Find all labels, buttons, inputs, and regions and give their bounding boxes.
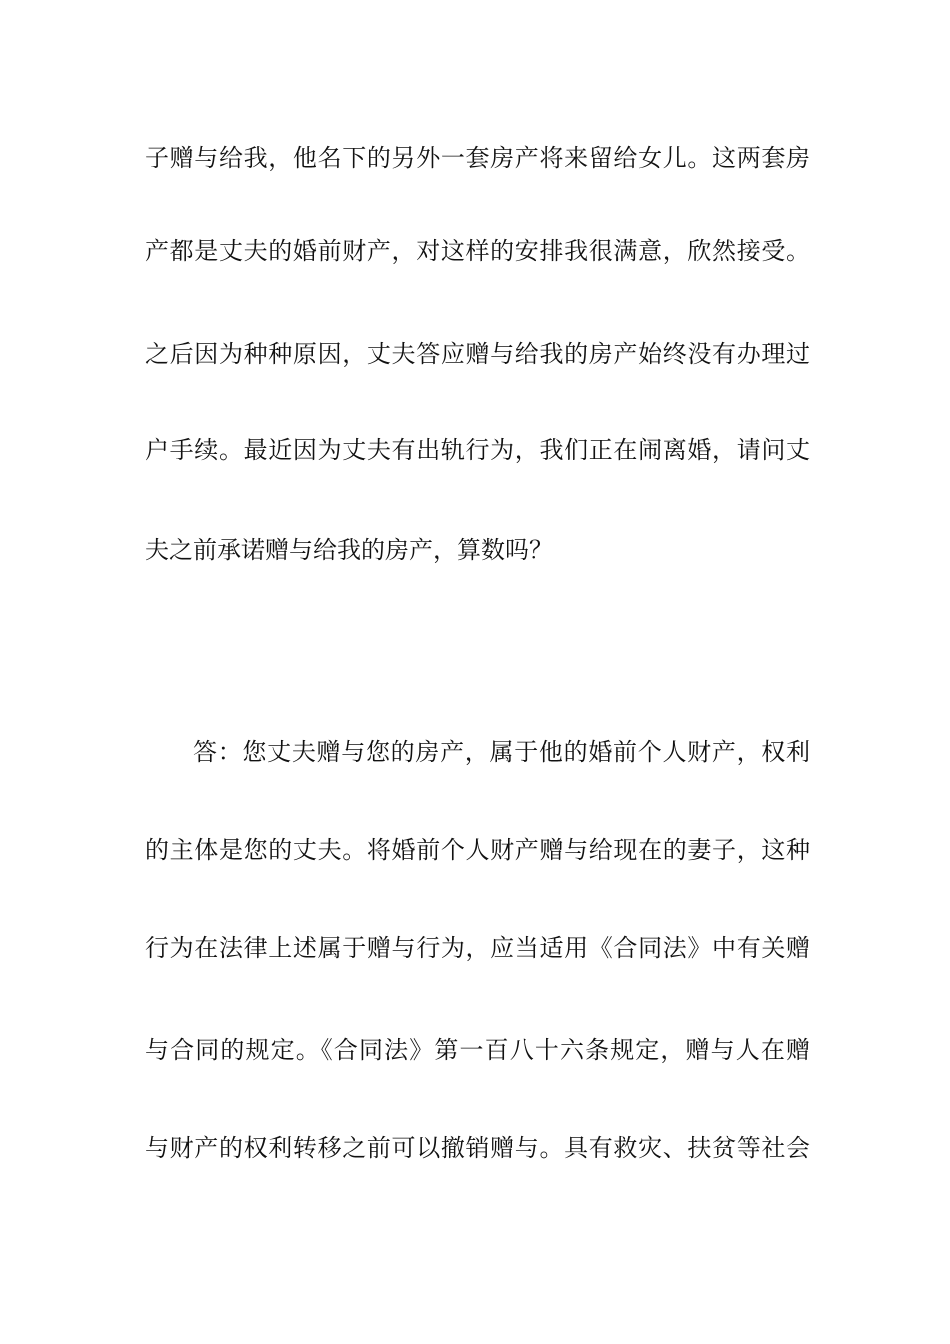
question-line-1: 子赠与给我，他名下的另外一套房产将来留给女儿。这两套房 [145,144,810,172]
answer-line-2: 的主体是您的丈夫。将婚前个人财产赠与给现在的妻子，这种 [145,836,810,864]
question-line-3: 之后因为种种原因，丈夫答应赠与给我的房产始终没有办理过 [145,340,810,368]
answer-line-4: 与合同的规定。《合同法》第一百八十六条规定，赠与人在赠 [145,1036,810,1064]
question-line-5: 夫之前承诺赠与给我的房产，算数吗？ [145,536,553,564]
answer-line-3: 行为在法律上述属于赠与行为，应当适用《合同法》中有关赠 [145,934,810,962]
question-line-2: 产都是丈夫的婚前财产，对这样的安排我很满意，欣然接受。 [145,237,810,265]
answer-line-1: 答：您丈夫赠与您的房产，属于他的婚前个人财产，权利 [193,738,810,766]
answer-line-5: 与财产的权利转移之前可以撤销赠与。具有救灾、扶贫等社会 [145,1134,810,1162]
question-line-4: 户手续。最近因为丈夫有出轨行为，我们正在闹离婚，请问丈 [145,436,810,464]
